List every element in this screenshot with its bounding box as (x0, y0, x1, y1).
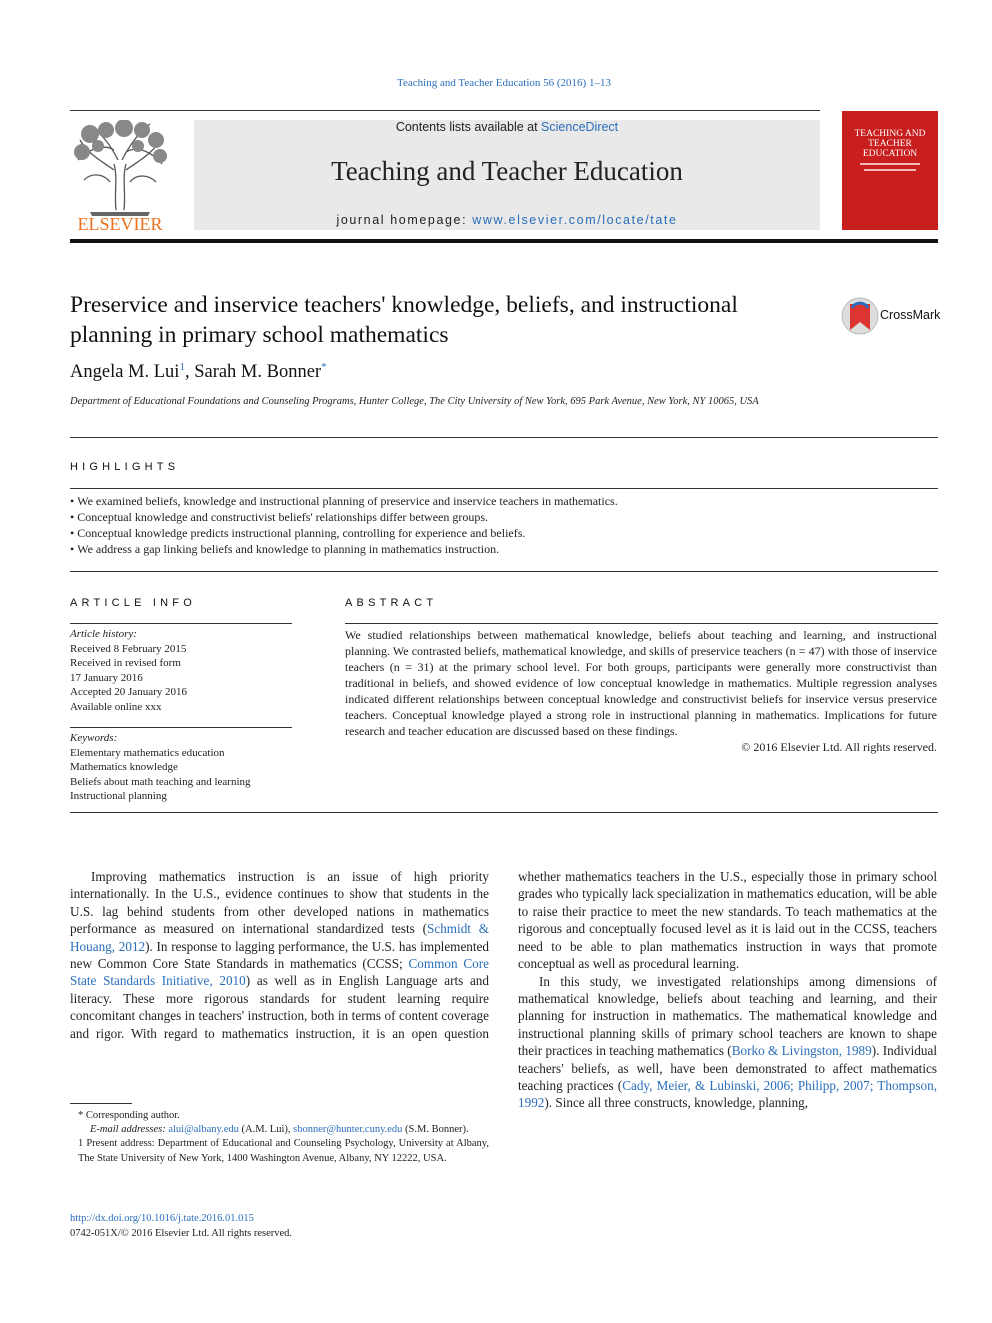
history-item: 17 January 2016 (70, 671, 143, 684)
abstract-heading: ABSTRACT (345, 597, 438, 609)
corresponding-author-note: * Corresponding author. (78, 1110, 180, 1121)
author-name[interactable]: Sarah M. Bonner (194, 362, 322, 383)
history-item: Received in revised form (70, 657, 181, 669)
elsevier-wordmark: ELSEVIER (77, 214, 163, 232)
sciencedirect-link[interactable]: ScienceDirect (541, 120, 619, 134)
crossmark-icon (840, 296, 880, 336)
abstract (345, 627, 937, 755)
body-paragraph (70, 868, 489, 1042)
affiliation-rule (70, 437, 938, 438)
affiliation: Department of Educational Foundations and Counseling Programs, Hunter College, The City University of New York, 695 Park Avenue, New York, NY 10065, USA (70, 396, 759, 407)
body-text: ). In response to lagging performance, the U.S. has implemented new Common Core State Standards in mathematics (CCSS; (70, 938, 489, 972)
crossmark-label: CrossMark (880, 308, 941, 322)
citation-link[interactable]: Borko & Livingston, 1989 (731, 1043, 872, 1059)
highlights-rule (70, 488, 938, 489)
abstract-rule (345, 623, 938, 624)
body-text: ). Individual teachers' beliefs, as well, have been demonstrated to affect mathematics teaching practices ( (518, 1043, 937, 1093)
highlight-item: • Conceptual knowledge and constructivist beliefs' relationships differ between groups. (70, 509, 618, 525)
journal-cover-thumbnail[interactable] (842, 111, 938, 230)
email-label: E-mail addresses: (90, 1124, 166, 1136)
highlights-list (70, 493, 618, 557)
author-list (70, 361, 327, 383)
body-text: whether mathematics teachers in the U.S., especially those in primary school grades who typically lack specialization in mathematics education, will be able to raise their practice to meet the new standards. To teach mathematics at the rigorous and conceptually focused level as it is laid out in the CCSS, teachers need to be able to plan mathematics instruction in ways that promote conceptual as well as procedural learning. (518, 869, 937, 972)
body-text: In this study, we investigated relationships among dimensions of mathematical knowledge, beliefs about teaching and learning, and their planning for instruction in mathematics. The mathematical knowledge and instructional planning skills of primary school teachers are known to shape their practices in teaching mathematics ( (518, 973, 937, 1059)
history-item: Accepted 20 January 2016 (70, 686, 187, 698)
email-owner: (S.M. Bonner). (405, 1124, 469, 1136)
keyword-item: Beliefs about math teaching and learning (70, 775, 251, 788)
cover-title: TEACHING AND TEACHER EDUCATION (854, 129, 926, 159)
history-item: Received 8 February 2015 (70, 642, 187, 655)
email-owner: (A.M. Lui), (241, 1124, 291, 1136)
contents-line (194, 120, 820, 134)
abstract-copyright: © 2016 Elsevier Ltd. All rights reserved. (741, 740, 937, 754)
present-address-note: 1 Present address: Department of Educational and Counseling Psychology, University at Albany, The State University of New York, 1400 Washington Avenue, Albany, NY 12222, USA. (78, 1138, 489, 1164)
email-note (70, 1123, 489, 1137)
cover-decoration (860, 163, 920, 165)
header-top-rule (70, 110, 820, 111)
article-info-rule (70, 623, 292, 624)
journal-citation[interactable]: Teaching and Teacher Education 56 (2016) 1–13 (397, 77, 611, 89)
body-text: ) as well as in English Language arts and literacy. These more rigorous standards for student learning require concomitant changes in teachers' instruction, both in terms of content coverage and rigor. With regard to mathematics instruction, it is an open question (70, 973, 489, 1041)
abstract-body: We studied relationships between mathematical knowledge, beliefs about teaching and learning, and instructional planning. We contrasted beliefs, mathematical knowledge, and skills of preservice teachers (n = 47) with those of inservice teachers (n = 31) at the primary school level. For both groups, participants were generally more constructivist than traditional in beliefs, and showed evidence of low conceptual knowledge in mathematics. Multiple regression analyses indicated different relationships between conceptual knowledge and constructivist beliefs for inservice versus preservice teachers. Conceptual knowledge played a strong role in instructional planning in mathematics. Implications for future research and teacher education are discussed based on these findings. (345, 628, 937, 738)
body-column-right (518, 868, 937, 1195)
author-separator: , (184, 362, 195, 383)
keyword-item: Elementary mathematics education (70, 746, 225, 759)
homepage-prefix: journal homepage: (336, 213, 473, 227)
issn-line: 0742-051X/© 2016 Elsevier Ltd. All rights reserved. (70, 1228, 293, 1239)
crossmark-badge[interactable] (840, 296, 940, 336)
journal-banner (194, 120, 820, 230)
highlights-bottom-rule (70, 571, 938, 572)
article-history (70, 627, 292, 714)
highlight-item: • We examined beliefs, knowledge and instructional planning of preservice and inservice teachers in mathematics. (70, 493, 618, 509)
keyword-item: Instructional planning (70, 790, 167, 802)
doi-block (70, 1211, 292, 1241)
article-info-heading: ARTICLE INFO (70, 597, 196, 609)
history-label: Article history: (70, 628, 137, 640)
body-text: ). Since all three constructs, knowledge, planning, (544, 1095, 809, 1111)
body-paragraph (518, 868, 937, 973)
abstract-bottom-rule (70, 812, 938, 813)
keywords-label: Keywords: (70, 732, 118, 744)
elsevier-tree-icon (70, 120, 170, 232)
body-column-left (70, 868, 489, 1042)
history-item: Available online xxx (70, 700, 162, 713)
body-paragraph (518, 973, 937, 1112)
highlights-heading: HIGHLIGHTS (70, 461, 180, 473)
keywords (70, 731, 292, 804)
homepage-link[interactable]: www.elsevier.com/locate/tate (472, 213, 678, 227)
email-link[interactable]: alui@albany.edu (168, 1124, 239, 1136)
footnotes (70, 1109, 489, 1166)
elsevier-logo (70, 120, 170, 232)
header-bottom-rule (70, 239, 938, 243)
email-link[interactable]: sbonner@hunter.cuny.edu (293, 1124, 403, 1136)
journal-title: Teaching and Teacher Education (331, 156, 683, 186)
citation-link[interactable]: Schmidt & Houang, 2012 (70, 921, 489, 954)
author-footnote-mark[interactable]: * (321, 361, 327, 373)
keyword-item: Mathematics knowledge (70, 761, 178, 773)
doi-link[interactable]: http://dx.doi.org/10.1016/j.tate.2016.01.015 (70, 1213, 254, 1224)
footnote-rule (70, 1103, 132, 1104)
homepage-line (194, 213, 820, 227)
contents-prefix: Contents lists available at (395, 120, 542, 134)
author-name[interactable]: Angela M. Lui (70, 362, 180, 383)
citation-link[interactable]: Cady, Meier, & Lubinski, 2006; Philipp, 2007; Thompson, 1992 (518, 1077, 937, 1111)
cover-decoration (864, 169, 916, 171)
highlight-item: • Conceptual knowledge predicts instructional planning, controlling for experience and beliefs. (70, 525, 618, 541)
citation-link[interactable]: Common Core State Standards Initiative, 2010 (70, 956, 489, 989)
article-title: Preservice and inservice teachers' knowledge, beliefs, and instructional planning in primary school mathematics (70, 292, 738, 348)
keywords-rule (70, 727, 292, 728)
author-footnote-mark[interactable]: 1 (179, 361, 185, 373)
body-text: Improving mathematics instruction is an issue of high priority internationally. In the U.S., evidence continues to show that students in the U.S. lag behind students from other developed nations in mathematics performance as measured on international standardized tests ( (70, 869, 489, 937)
highlight-item: • We address a gap linking beliefs and knowledge to planning in mathematics instruction. (70, 541, 618, 557)
